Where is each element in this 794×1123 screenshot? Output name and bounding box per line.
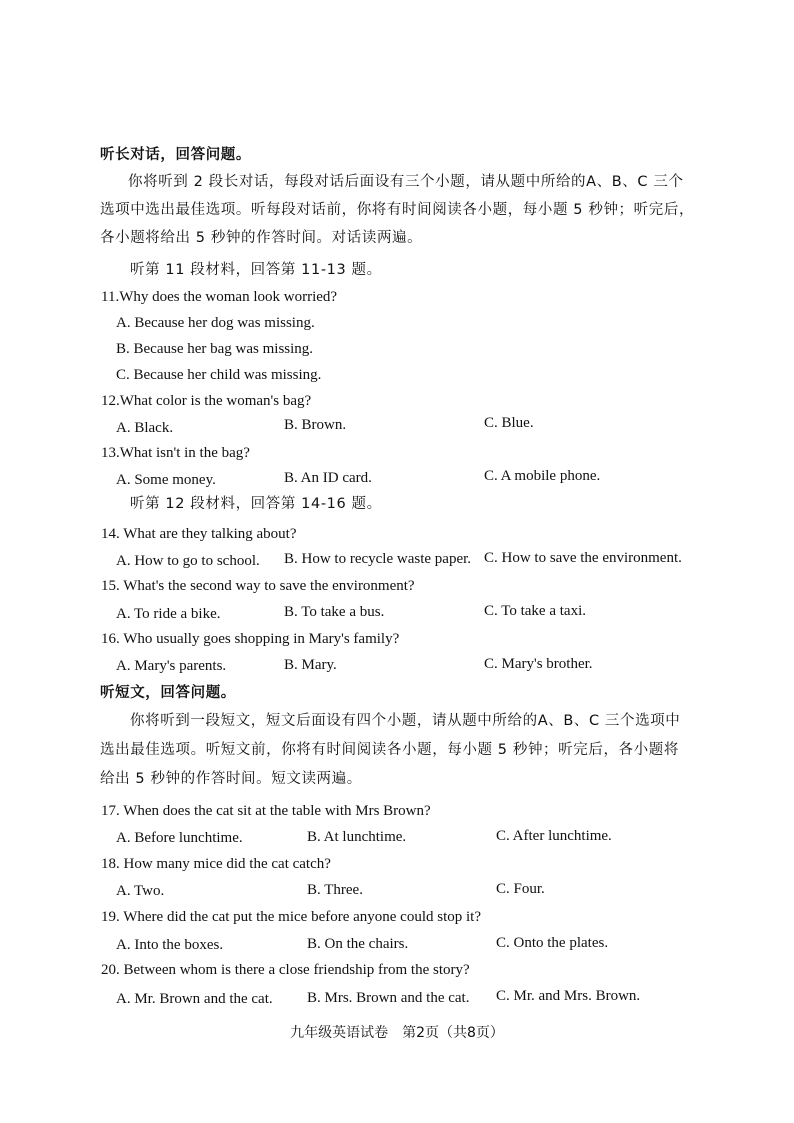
option-c: C. How to save the environment. xyxy=(484,550,682,566)
question-text: 11.Why does the woman look worried? xyxy=(101,289,338,305)
option-b: B. An ID card. xyxy=(284,470,372,486)
instruction-line: 各小题将给出 5 秒钟的作答时间。对话读两遍。 xyxy=(100,230,423,246)
option-a: A. Before lunchtime. xyxy=(116,830,243,846)
question-text: 12.What color is the woman's bag? xyxy=(101,393,312,409)
option-c: C. Onto the plates. xyxy=(496,935,609,951)
question-text: 14. What are they talking about? xyxy=(101,526,297,542)
section-heading-long-dialogue: 听长对话，回答问题。 xyxy=(100,147,251,163)
page-footer: 九年级英语试卷 第2页（共8页） xyxy=(290,1025,504,1041)
question-text: 18. How many mice did the cat catch? xyxy=(101,856,331,872)
instruction-line: 你将听到 2 段长对话，每段对话后面设有三个小题，请从题中所给的A、B、C 三个 xyxy=(128,174,684,190)
option-c: C. Because her child was missing. xyxy=(116,367,322,383)
option-a: A. Into the boxes. xyxy=(116,937,224,953)
question-text: 19. Where did the cat put the mice before anyone could stop it? xyxy=(101,909,482,925)
option-a: A. Some money. xyxy=(116,472,216,488)
option-c: C. Four. xyxy=(496,881,545,897)
option-c: C. Mary's brother. xyxy=(484,656,593,672)
question-text: 17. When does the cat sit at the table with Mrs Brown? xyxy=(101,803,431,819)
option-a: A. Because her dog was missing. xyxy=(116,315,315,331)
question-text: 13.What isn't in the bag? xyxy=(101,445,250,461)
option-b: B. How to recycle waste paper. xyxy=(284,551,472,567)
option-b: B. Mary. xyxy=(284,657,337,673)
question-text: 15. What's the second way to save the environment? xyxy=(101,578,415,594)
question-text: 16. Who usually goes shopping in Mary's family? xyxy=(101,631,400,647)
option-c: C. Mr. and Mrs. Brown. xyxy=(496,988,641,1004)
option-a: A. Mr. Brown and the cat. xyxy=(116,991,273,1007)
option-a: A. Two. xyxy=(116,883,165,899)
material-label: 听第 11 段材料，回答第 11-13 题。 xyxy=(130,262,382,278)
option-b: B. Three. xyxy=(307,882,363,898)
option-b: B. At lunchtime. xyxy=(307,829,407,845)
option-c: C. After lunchtime. xyxy=(496,828,612,844)
material-label: 听第 12 段材料，回答第 14-16 题。 xyxy=(130,496,382,512)
section-heading-short-passage: 听短文，回答问题。 xyxy=(100,685,236,701)
option-c: C. To take a taxi. xyxy=(484,603,586,619)
instruction-line: 选出最佳选项。听短文前，你将有时间阅读各小题，每小题 5 秒钟；听完后，各小题将 xyxy=(100,742,679,758)
option-b: B. On the chairs. xyxy=(307,936,409,952)
option-a: A. To ride a bike. xyxy=(116,606,221,622)
option-c: C. Blue. xyxy=(484,415,534,431)
instruction-line: 你将听到一段短文，短文后面设有四个小题，请从题中所给的A、B、C 三个选项中 xyxy=(130,713,681,729)
option-a: A. Mary's parents. xyxy=(116,658,227,674)
question-text: 20. Between whom is there a close friendship from the story? xyxy=(101,962,470,978)
option-a: A. How to go to school. xyxy=(116,553,260,569)
option-c: C. A mobile phone. xyxy=(484,468,601,484)
option-a: A. Black. xyxy=(116,420,174,436)
option-b: B. Brown. xyxy=(284,417,347,433)
option-b: B. To take a bus. xyxy=(284,604,385,620)
instruction-line: 给出 5 秒钟的作答时间。短文读两遍。 xyxy=(100,771,362,787)
option-b: B. Mrs. Brown and the cat. xyxy=(307,990,470,1006)
instruction-line: 选项中选出最佳选项。听每段对话前，你将有时间阅读各小题，每小题 5 秒钟；听完后， xyxy=(100,202,695,218)
option-b: B. Because her bag was missing. xyxy=(116,341,314,357)
